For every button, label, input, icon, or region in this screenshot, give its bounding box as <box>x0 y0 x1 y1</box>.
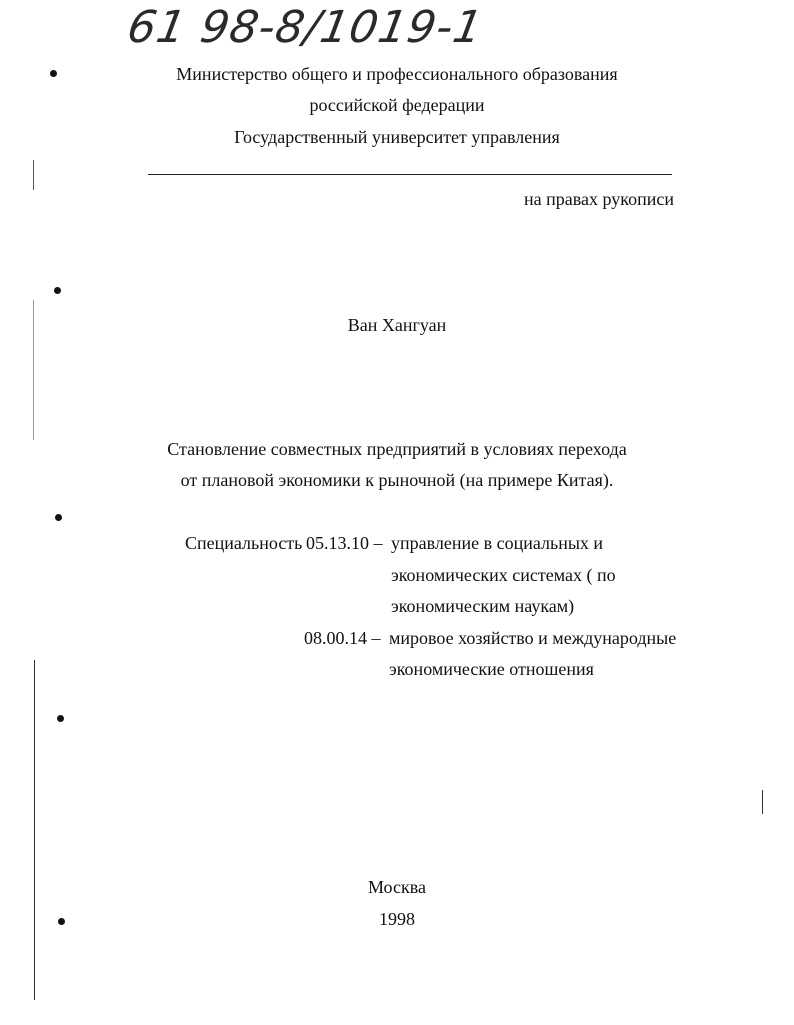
scan-dot <box>54 287 61 294</box>
university-line: Государственный университет управления <box>234 127 560 147</box>
scan-edge-line <box>33 160 34 190</box>
specialty-label: Специальность <box>185 533 303 553</box>
scan-dot <box>50 70 57 77</box>
handwritten-archive-code: 61 98-8/1019-1 <box>123 2 488 53</box>
year: 1998 <box>379 909 415 929</box>
federation-line: российской федерации <box>309 95 485 115</box>
scan-dot <box>58 918 65 925</box>
author-name: Ван Хангуан <box>347 315 447 335</box>
specialty-desc-1-line-2: экономических системах ( по <box>391 565 616 585</box>
scan-edge-line <box>762 790 763 814</box>
specialty-code-1: 05.13.10 – <box>306 533 383 553</box>
scan-edge-line <box>34 660 35 1000</box>
specialty-desc-1-line-1: управление в социальных и <box>391 533 604 553</box>
specialty-desc-1-line-3: экономическим наукам) <box>391 596 575 616</box>
city: Москва <box>368 877 426 897</box>
scan-dot <box>55 514 62 521</box>
thesis-title-line-2: от плановой экономики к рыночной (на примере Китая). <box>180 470 614 490</box>
thesis-title-line-1: Становление совместных предприятий в условиях перехода <box>167 439 627 459</box>
specialty-desc-2-line-2: экономические отношения <box>389 659 594 679</box>
specialty-desc-2-line-1: мировое хозяйство и международные <box>389 628 677 648</box>
specialty-code-2: 08.00.14 – <box>304 628 381 648</box>
scan-edge-line <box>33 300 34 440</box>
manuscript-note: на правах рукописи <box>524 189 674 209</box>
ministry-line: Министерство общего и профессионального образования <box>176 64 618 84</box>
scan-dot <box>57 715 64 722</box>
header-divider <box>148 174 672 175</box>
